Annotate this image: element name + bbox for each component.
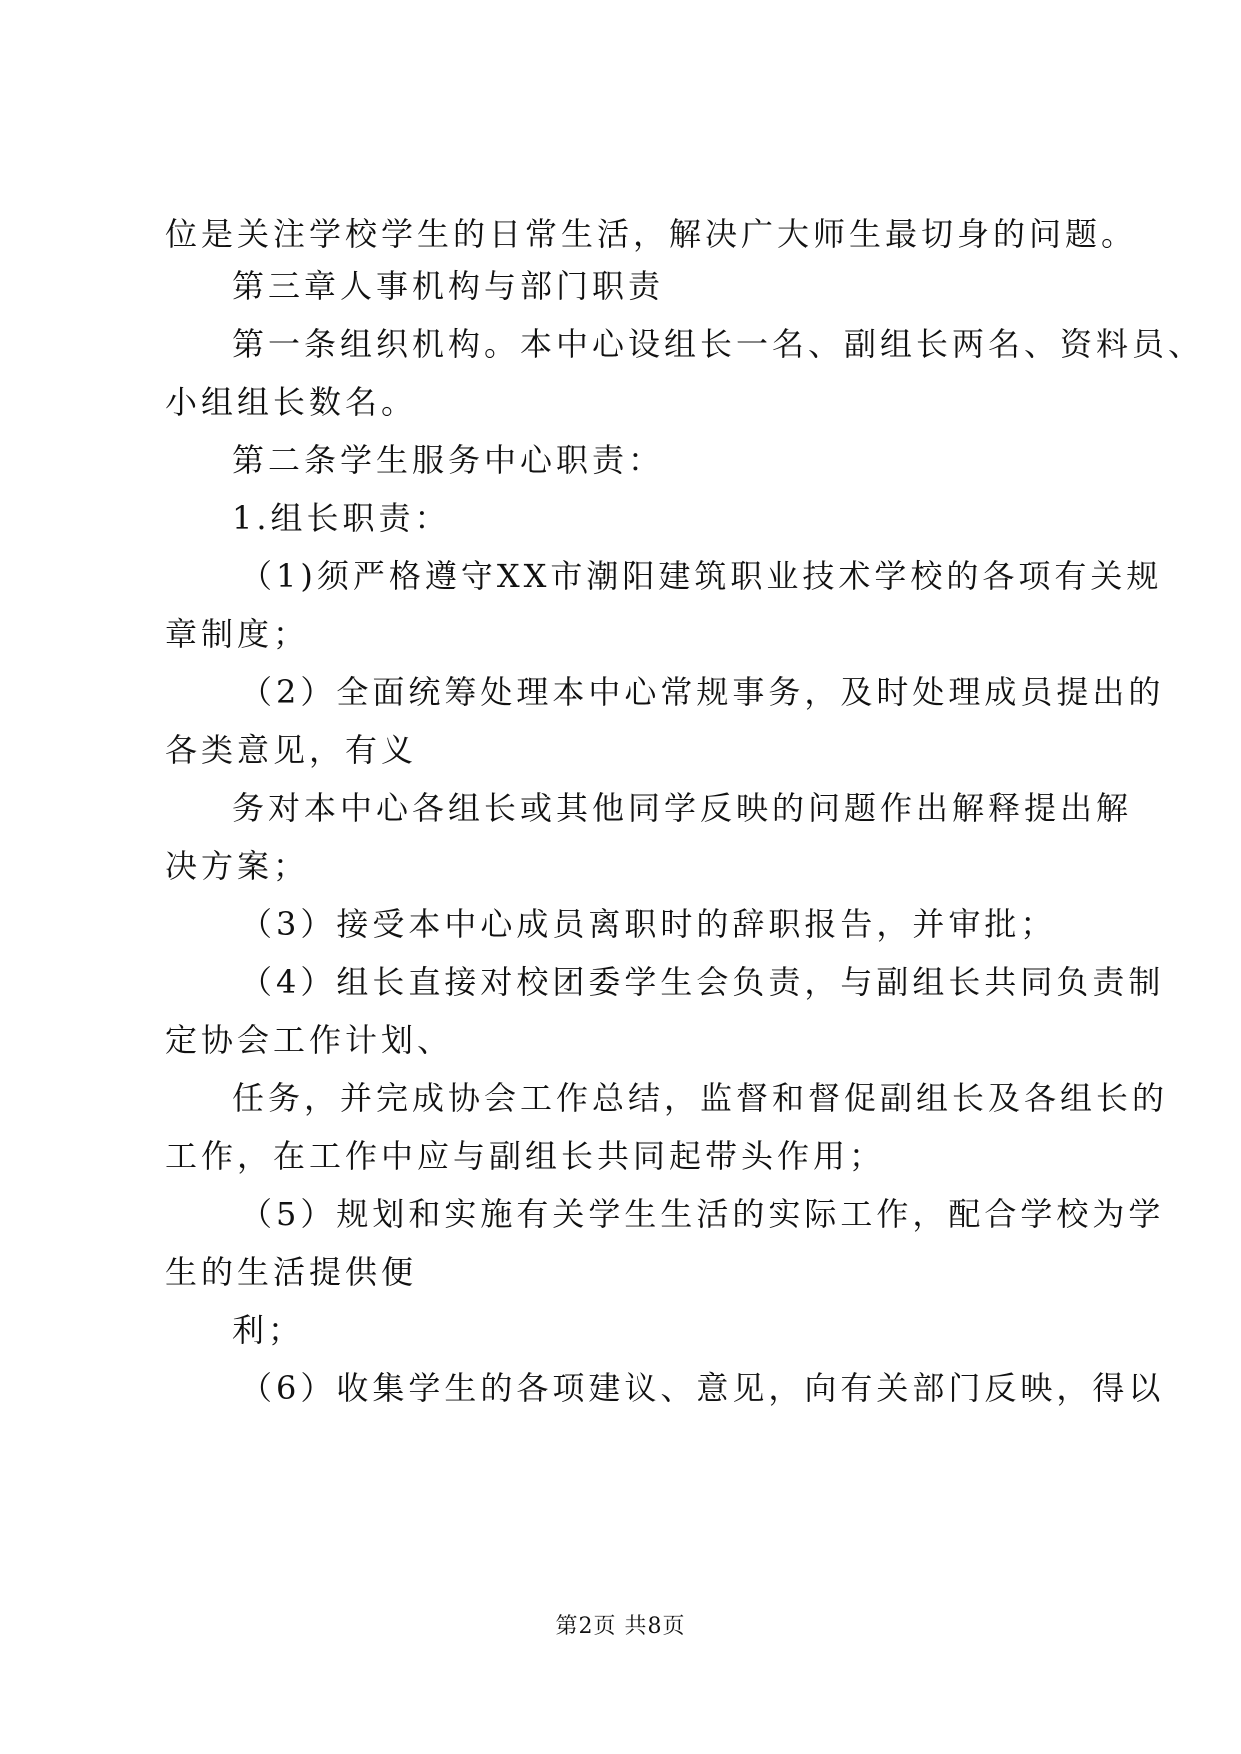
text-line: 决方案； (165, 847, 310, 885)
text-line: 定协会工作计划、 (165, 1021, 454, 1059)
text-line: （6）收集学生的各项建议、意见，向有关部门反映，得以 (240, 1369, 1165, 1407)
text-line: 工作，在工作中应与副组长共同起带头作用； (165, 1137, 886, 1175)
text-line: 第一条组织机构。本中心设组长一名、副组长两名、资料员、 (232, 325, 1205, 363)
text-line: （1)须严格遵守XX市潮阳建筑职业技术学校的各项有关规 (240, 557, 1163, 595)
text-line: （2）全面统筹处理本中心常规事务，及时处理成员提出的 (240, 673, 1165, 711)
text-line: （4）组长直接对校团委学生会负责，与副组长共同负责制 (240, 963, 1165, 1001)
text-line: 章制度； (165, 615, 310, 653)
text-line: 位是关注学校学生的日常生活，解决广大师生最切身的问题。 (165, 215, 1138, 253)
chapter-heading: 第三章人事机构与部门职责 (232, 267, 665, 305)
text-line: （5）规划和实施有关学生生活的实际工作，配合学校为学 (240, 1195, 1165, 1233)
text-line: 1.组长职责： (232, 499, 451, 537)
text-line: 第二条学生服务中心职责： (232, 441, 665, 479)
text-line: 生的生活提供便 (165, 1253, 418, 1291)
text-line: 各类意见，有义 (165, 731, 418, 769)
text-line: 任务，并完成协会工作总结，监督和督促副组长及各组长的 (232, 1079, 1169, 1117)
text-line: （3）接受本中心成员离职时的辞职报告，并审批； (240, 905, 1057, 943)
text-line: 小组组长数名。 (165, 383, 418, 421)
text-line: 务对本中心各组长或其他同学反映的问题作出解释提出解 (232, 789, 1133, 827)
text-line: 利； (232, 1311, 305, 1349)
page-number-footer: 第2页 共8页 (555, 1614, 686, 1639)
